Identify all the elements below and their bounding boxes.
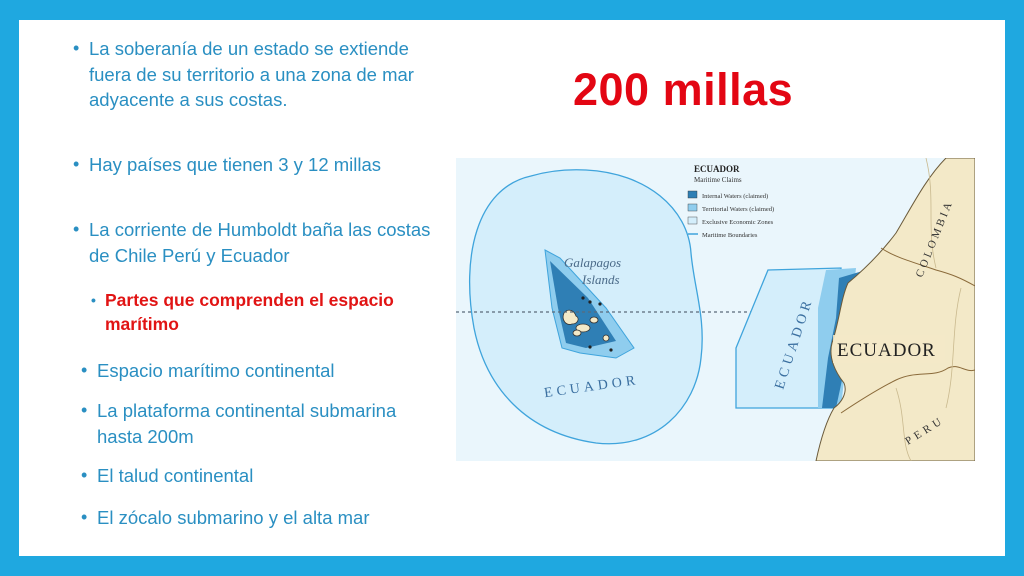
bullet-text: Hay países que tienen 3 y 12 millas	[89, 154, 382, 175]
maritime-claims-map	[456, 158, 975, 461]
slide	[19, 20, 1005, 556]
legend-label-territorial: Territorial Waters (claimed)	[702, 206, 775, 213]
country-label-colombia: COLOMBIA	[913, 197, 956, 280]
bullet-symbol: •	[73, 154, 80, 174]
bullet-symbol: •	[81, 360, 88, 380]
bullet-item	[73, 36, 429, 113]
bullet-text: La corriente de Humboldt baña las costas de Chile Perú y Ecuador	[89, 219, 431, 266]
bullet-item	[81, 463, 437, 489]
bullet-symbol: •	[81, 507, 88, 527]
zone-label-left: ECUADOR	[543, 373, 641, 402]
legend-label-eez: Exclusive Economic Zones	[702, 219, 774, 226]
bullet-item	[73, 217, 439, 268]
bullet-symbol: •	[73, 38, 80, 58]
legend-swatch-internal	[688, 191, 697, 198]
legend-swatch-eez	[688, 217, 697, 224]
bullet-text: La soberanía de un estado se extiende fuera de su territorio a una zona de mar adyacente a sus costas.	[89, 38, 414, 110]
bullet-text: La plataforma continental submarina hasta 200m	[97, 400, 397, 447]
bullet-text: Partes que comprenden el espacio marítimo	[105, 290, 394, 334]
bullet-text: El talud continental	[97, 465, 254, 486]
map-header-subtitle: Maritime Claims	[694, 176, 742, 184]
bullet-item-highlight	[91, 288, 395, 336]
map-svg	[456, 158, 975, 461]
galapagos-label-1: Galapagos	[564, 255, 622, 270]
bullet-item	[81, 358, 437, 384]
bullet-item	[73, 152, 389, 178]
bullet-text: Espacio marítimo continental	[97, 360, 335, 381]
bullet-symbol: •	[91, 292, 96, 308]
legend-label-boundaries: Maritime Boundaries	[702, 232, 758, 239]
zone-label-right: ECUADOR	[772, 295, 817, 392]
bullet-item	[81, 398, 397, 449]
bullet-item	[81, 505, 447, 531]
galapagos-label-2: Islands	[582, 272, 620, 287]
map-header-title: ECUADOR	[694, 164, 740, 174]
country-label-peru: PERU	[903, 413, 948, 448]
bullet-symbol: •	[81, 400, 88, 420]
slide-title: 200 millas	[573, 64, 794, 115]
country-label-ecuador: ECUADOR	[837, 340, 936, 361]
legend-label-internal: Internal Waters (claimed)	[702, 193, 769, 200]
bullet-symbol: •	[81, 465, 88, 485]
bullet-text: El zócalo submarino y el alta mar	[97, 507, 370, 528]
legend-swatch-territorial	[688, 204, 697, 211]
bullet-symbol: •	[73, 219, 80, 239]
